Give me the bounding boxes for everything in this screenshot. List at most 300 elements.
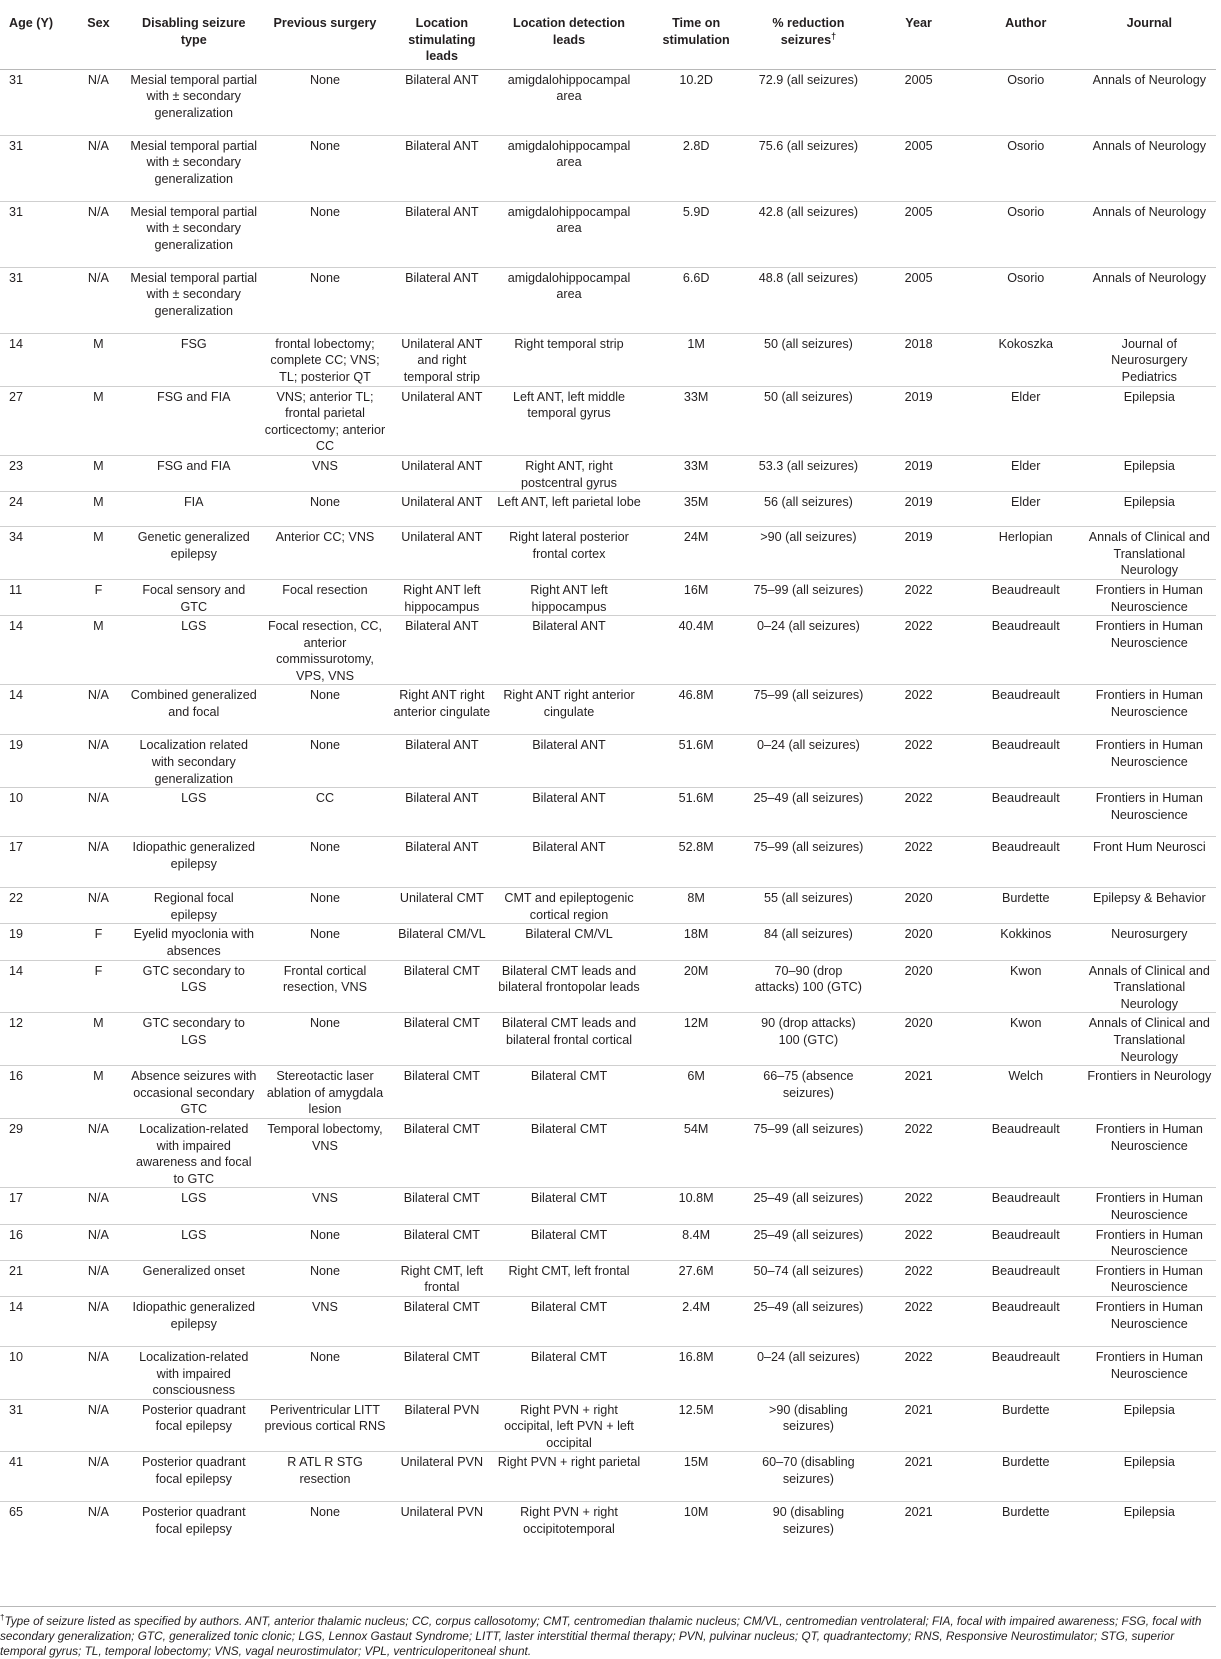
- table-cell: 12.5M: [644, 1399, 749, 1452]
- col-time-on-stimulation-label: Time on stimulation: [662, 16, 730, 47]
- col-age: [0, 9, 70, 69]
- table-cell: Frontiers in Human Neuroscience: [1083, 1296, 1216, 1346]
- table-cell: Beaudreault: [969, 1296, 1083, 1346]
- table-cell: Epilepsy & Behavior: [1083, 888, 1216, 924]
- table-row: [0, 1346, 1216, 1399]
- table-cell: Neurosurgery: [1083, 924, 1216, 960]
- table-cell: 75–99 (all seizures): [748, 837, 868, 888]
- table-cell: Osorio: [969, 267, 1083, 333]
- table-row: [0, 1013, 1216, 1066]
- table-cell: VNS: [260, 1188, 389, 1224]
- table-cell: 2022: [868, 1118, 968, 1187]
- table-cell: Epilepsia: [1083, 1399, 1216, 1452]
- table-cell: N/A: [70, 1452, 127, 1502]
- table-cell: 1M: [644, 333, 749, 386]
- table-cell: Frontiers in Human Neuroscience: [1083, 579, 1216, 615]
- table-cell: 12M: [644, 1013, 749, 1066]
- table-cell: 27: [0, 386, 70, 455]
- table-cell: Generalized onset: [127, 1260, 260, 1296]
- table-cell: Bilateral ANT: [390, 735, 495, 788]
- table-cell: 33M: [644, 455, 749, 491]
- table-cell: Frontiers in Human Neuroscience: [1083, 1118, 1216, 1187]
- table-cell: 10.2D: [679, 72, 713, 87]
- table-cell: 51.6M: [644, 788, 749, 837]
- table-row: [0, 386, 1216, 455]
- table-cell: Annals of Neurology: [1092, 72, 1207, 87]
- table-cell: 6M: [644, 1066, 749, 1119]
- table-cell: Eyelid myoclonia with absences: [127, 924, 260, 960]
- table-cell: 16.8M: [644, 1346, 749, 1399]
- table-cell: 2022: [868, 1346, 968, 1399]
- table-cell: Beaudreault: [969, 616, 1083, 685]
- table-cell: Beaudreault: [969, 837, 1083, 888]
- table-cell: 2018: [868, 333, 968, 386]
- table-cell: >90 (all seizures): [748, 527, 868, 580]
- table-cell: 50–74 (all seizures): [748, 1260, 868, 1296]
- table-cell: Elder: [969, 455, 1083, 491]
- table-cell: Bilateral CMT: [390, 960, 495, 1013]
- table-cell: Right temporal strip: [494, 333, 644, 386]
- table-cell: Periventricular LITT previous cortical RNS: [260, 1399, 389, 1452]
- table-cell: 84 (all seizures): [748, 924, 868, 960]
- table-cell: 33M: [644, 386, 749, 455]
- table-cell: None: [260, 924, 389, 960]
- col-stimulating-leads: [390, 9, 495, 69]
- table-cell: Journal of Neurosurgery Pediatrics: [1083, 333, 1216, 386]
- table-cell: M: [70, 492, 127, 527]
- col-reduction: [748, 9, 868, 69]
- table-cell: 2005: [868, 267, 968, 333]
- table-cell: 21: [0, 1260, 70, 1296]
- table-cell: None: [260, 1224, 389, 1260]
- table-cell: Epilepsia: [1083, 1452, 1216, 1502]
- table-cell: Annals of Clinical and Translational Neurology: [1083, 960, 1216, 1013]
- table-cell: VNS; anterior TL; frontal parietal corticectomy; anterior CC: [260, 386, 389, 455]
- table-row: [0, 1066, 1216, 1119]
- table-row: [0, 960, 1216, 1013]
- table-cell: Left ANT, left middle temporal gyrus: [494, 386, 644, 455]
- table-cell: Bilateral CMT: [390, 1346, 495, 1399]
- table-cell: Kwon: [969, 1013, 1083, 1066]
- table-cell: 2021: [868, 1399, 968, 1452]
- table-cell: Bilateral PVN: [390, 1399, 495, 1452]
- table-cell: 10M: [644, 1502, 749, 1552]
- table-cell: Welch: [969, 1066, 1083, 1119]
- table-cell: Right PVN + right occipitotemporal: [494, 1502, 644, 1552]
- table-cell: LGS: [127, 616, 260, 685]
- table-cell: N/A: [70, 788, 127, 837]
- table-cell: N/A: [87, 72, 109, 87]
- col-sex-label: Sex: [87, 16, 110, 30]
- table-cell: Annals of Neurology: [1083, 135, 1216, 201]
- table-cell: Bilateral CMT: [494, 1188, 644, 1224]
- table-cell: None: [260, 492, 389, 527]
- table-row: [0, 888, 1216, 924]
- table-cell: Localization related with secondary generalization: [127, 735, 260, 788]
- table-cell: Beaudreault: [969, 1260, 1083, 1296]
- table-cell: N/A: [70, 1346, 127, 1399]
- table-cell: Bilateral CMT: [390, 1224, 495, 1260]
- table-row: [0, 1296, 1216, 1346]
- table-cell: N/A: [70, 837, 127, 888]
- table-cell: Bilateral ANT: [390, 837, 495, 888]
- table-cell: Herlopian: [969, 527, 1083, 580]
- table-cell: 72.9 (all seizures): [758, 72, 859, 87]
- table-cell: 15M: [644, 1452, 749, 1502]
- table-cell: Epilepsia: [1083, 455, 1216, 491]
- table-cell: Localization-related with impaired awareness and focal to GTC: [127, 1118, 260, 1187]
- table-cell: 34: [0, 527, 70, 580]
- table-cell: 16: [0, 1224, 70, 1260]
- table-cell: FSG and FIA: [127, 455, 260, 491]
- table-cell: 2019: [868, 527, 968, 580]
- table-cell: 35M: [644, 492, 749, 527]
- table-cell: 60–70 (disabling seizures): [748, 1452, 868, 1502]
- col-detection-leads-label: Location detection leads: [513, 16, 625, 47]
- table-cell: Unilateral ANT: [390, 527, 495, 580]
- table-cell: 2.4M: [644, 1296, 749, 1346]
- table-cell: frontal lobectomy; complete CC; VNS; TL; posterior QT: [260, 333, 389, 386]
- table-row: [0, 579, 1216, 615]
- col-stimulating-leads-label: Location stimulating leads: [408, 16, 476, 64]
- col-journal-label: Journal: [1126, 16, 1173, 30]
- table-cell: Frontiers in Human Neuroscience: [1083, 616, 1216, 685]
- table-cell: Bilateral CMT: [390, 1013, 495, 1066]
- col-detection-leads: [494, 9, 644, 69]
- dagger-mark: †: [831, 30, 837, 41]
- table-cell: 19: [0, 735, 70, 788]
- table-cell: 10.8M: [644, 1188, 749, 1224]
- table-cell: 25–49 (all seizures): [748, 1224, 868, 1260]
- table-cell: LGS: [127, 788, 260, 837]
- table-cell: Front Hum Neurosci: [1083, 837, 1216, 888]
- table-cell: LGS: [127, 1224, 260, 1260]
- table-header: [0, 9, 1216, 69]
- table-row: [0, 1502, 1216, 1552]
- table-cell: N/A: [70, 1118, 127, 1187]
- table-cell: Unilateral ANT: [390, 492, 495, 527]
- table-cell: Bilateral CMT: [494, 1224, 644, 1260]
- table-body: [0, 69, 1216, 1552]
- table-cell: Bilateral CMT: [494, 1296, 644, 1346]
- table-cell: Unilateral ANT: [390, 455, 495, 491]
- table-row: [0, 267, 1216, 333]
- table-cell: Bilateral CMT leads and bilateral frontal cortical: [494, 1013, 644, 1066]
- table-cell: 2019: [868, 492, 968, 527]
- table-cell: 2022: [868, 579, 968, 615]
- table-cell: 2022: [868, 735, 968, 788]
- col-year-label: Year: [905, 16, 932, 30]
- table-cell: FIA: [127, 492, 260, 527]
- table-cell: 8.4M: [644, 1224, 749, 1260]
- table-cell: 55 (all seizures): [748, 888, 868, 924]
- table-cell: M: [70, 1066, 127, 1119]
- col-age-label: Age (Y): [9, 16, 54, 30]
- table-cell: 70–90 (drop attacks) 100 (GTC): [748, 960, 868, 1013]
- table-cell: Osorio: [969, 201, 1083, 267]
- table-cell: 90 (disabling seizures): [748, 1502, 868, 1552]
- table-cell: 14: [0, 960, 70, 1013]
- table-cell: N/A: [70, 1224, 127, 1260]
- table-cell: 23: [0, 455, 70, 491]
- table-cell: Osorio: [969, 135, 1083, 201]
- table-cell: Right ANT right anterior cingulate: [494, 685, 644, 735]
- table-cell: Posterior quadrant focal epilepsy: [127, 1502, 260, 1552]
- table-cell: 14: [0, 333, 70, 386]
- table-cell: Burdette: [969, 1399, 1083, 1452]
- table-cell: Bilateral ANT: [494, 616, 644, 685]
- table-cell: N/A: [70, 1399, 127, 1452]
- table-cell: 42.8 (all seizures): [748, 201, 868, 267]
- table-cell: Right PVN + right occipital, left PVN + left occipital: [494, 1399, 644, 1452]
- table-cell: GTC secondary to LGS: [127, 1013, 260, 1066]
- table-cell: Frontiers in Human Neuroscience: [1083, 685, 1216, 735]
- table-cell: Bilateral CMT leads and bilateral frontopolar leads: [494, 960, 644, 1013]
- table-cell: 0–24 (all seizures): [748, 735, 868, 788]
- table-cell: 24M: [644, 527, 749, 580]
- table-cell: Frontiers in Human Neuroscience: [1083, 1346, 1216, 1399]
- table-cell: 8M: [644, 888, 749, 924]
- table-cell: 25–49 (all seizures): [748, 1188, 868, 1224]
- table-cell: None: [260, 1260, 389, 1296]
- table-row: [0, 685, 1216, 735]
- table-cell: 20M: [644, 960, 749, 1013]
- table-cell: 10: [0, 1346, 70, 1399]
- table-cell: 6.6D: [644, 267, 749, 333]
- table-cell: Right ANT right anterior cingulate: [390, 685, 495, 735]
- table-cell: N/A: [70, 888, 127, 924]
- table-cell: M: [70, 527, 127, 580]
- table-cell: 2022: [868, 1224, 968, 1260]
- table-cell: 2022: [868, 685, 968, 735]
- table-cell: 2020: [868, 924, 968, 960]
- table-cell: 12: [0, 1013, 70, 1066]
- table-cell: 31: [0, 1399, 70, 1452]
- table-cell: Annals of Neurology: [1083, 267, 1216, 333]
- table-cell: Burdette: [969, 1502, 1083, 1552]
- table-cell: 2021: [868, 1066, 968, 1119]
- table-cell: 2005: [868, 201, 968, 267]
- table-cell: Beaudreault: [969, 579, 1083, 615]
- table-cell: Stereotactic laser ablation of amygdala lesion: [260, 1066, 389, 1119]
- table-cell: M: [70, 333, 127, 386]
- table-cell: 14: [0, 685, 70, 735]
- col-previous-surgery-label: Previous surgery: [273, 16, 377, 30]
- table-cell: M: [70, 1013, 127, 1066]
- table-cell: 2.8D: [644, 135, 749, 201]
- table-cell: >90 (disabling seizures): [748, 1399, 868, 1452]
- col-previous-surgery: [260, 9, 389, 69]
- table-cell: Unilateral CMT: [390, 888, 495, 924]
- table-cell: N/A: [70, 267, 127, 333]
- table-cell: 75.6 (all seizures): [748, 135, 868, 201]
- table-cell: None: [309, 72, 341, 87]
- table-cell: 16M: [644, 579, 749, 615]
- table-cell: Bilateral CMT: [494, 1118, 644, 1187]
- table-cell: None: [260, 1346, 389, 1399]
- table-cell: N/A: [70, 201, 127, 267]
- table-cell: Temporal lobectomy, VNS: [260, 1118, 389, 1187]
- table-cell: Bilateral ANT: [405, 72, 479, 87]
- table-cell: 18M: [644, 924, 749, 960]
- table-cell: 16: [0, 1066, 70, 1119]
- table-cell: Regional focal epilepsy: [127, 888, 260, 924]
- table-cell: 2021: [868, 1502, 968, 1552]
- table-cell: 2005: [868, 135, 968, 201]
- table-cell: amigdalohippocampal area: [507, 72, 631, 104]
- table-cell: Idiopathic generalized epilepsy: [127, 837, 260, 888]
- table-cell: Elder: [969, 492, 1083, 527]
- table-cell: Epilepsia: [1083, 386, 1216, 455]
- table-cell: Bilateral CM/VL: [390, 924, 495, 960]
- table-cell: 14: [0, 616, 70, 685]
- table-cell: 0–24 (all seizures): [748, 1346, 868, 1399]
- table-cell: 56 (all seizures): [748, 492, 868, 527]
- table-cell: Bilateral CMT: [390, 1118, 495, 1187]
- table-cell: Burdette: [969, 888, 1083, 924]
- table-cell: Mesial temporal partial with ± secondary generalization: [130, 72, 258, 120]
- table-row: [0, 492, 1216, 527]
- table-cell: 22: [0, 888, 70, 924]
- table-cell: 31: [0, 135, 70, 201]
- table-cell: M: [70, 616, 127, 685]
- table-row: [0, 616, 1216, 685]
- table-cell: M: [70, 455, 127, 491]
- col-seizure-type: [127, 9, 260, 69]
- table-cell: Bilateral ANT: [390, 616, 495, 685]
- header-row: [0, 9, 1216, 69]
- table-cell: Left ANT, left parietal lobe: [494, 492, 644, 527]
- table-cell: LGS: [127, 1188, 260, 1224]
- table-cell: 2022: [868, 1260, 968, 1296]
- table-cell: Focal resection, CC, anterior commissurotomy, VPS, VNS: [260, 616, 389, 685]
- table-cell: 2020: [868, 960, 968, 1013]
- table-cell: 66–75 (absence seizures): [748, 1066, 868, 1119]
- table-cell: 75–99 (all seizures): [748, 579, 868, 615]
- table-cell: Frontal cortical resection, VNS: [260, 960, 389, 1013]
- table-cell: Right ANT, right postcentral gyrus: [494, 455, 644, 491]
- table-cell: 48.8 (all seizures): [748, 267, 868, 333]
- table-footnote: [0, 1606, 1216, 1659]
- table-cell: Right PVN + right parietal: [494, 1452, 644, 1502]
- table-cell: 2022: [868, 837, 968, 888]
- table-cell: Unilateral PVN: [390, 1502, 495, 1552]
- table-cell: 24: [0, 492, 70, 527]
- table-cell: N/A: [70, 1188, 127, 1224]
- table-cell: 2020: [868, 888, 968, 924]
- seizure-stimulation-table: [0, 9, 1216, 1552]
- table-row: [0, 333, 1216, 386]
- table-cell: amigdalohippocampal area: [494, 135, 644, 201]
- table-cell: 51.6M: [644, 735, 749, 788]
- table-cell: 11: [0, 579, 70, 615]
- table-row: [0, 1118, 1216, 1187]
- table-cell: N/A: [70, 1502, 127, 1552]
- table-cell: Frontiers in Human Neuroscience: [1083, 1260, 1216, 1296]
- table-cell: Absence seizures with occasional secondary GTC: [127, 1066, 260, 1119]
- footnote-text: Type of seizure listed as specified by authors. ANT, anterior thalamic nucleus; CC, corpus callosotomy; CMT, centromedian thalamic nucleus; CM/VL, centromedian ventrolateral; FIA, focal with impaired awareness; FSG, focal with secondary generalization; GTC, generalized tonic clonic; LGS, Lennox Gastaut Syndrome; LITT, laster interstitial thermal therapy; PVN, pulvinar nucleus; QT, quadrantectomy; RNS, Responsive Neurostimulator; STG, superior temporal gyrus; TL, temporal lobectomy; VNS, vagal neurostimulator; VPL, ventriculoperitoneal shunt.: [0, 1613, 1202, 1658]
- table-cell: Anterior CC; VNS: [260, 527, 389, 580]
- table-row: [0, 1260, 1216, 1296]
- table-cell: Frontiers in Human Neuroscience: [1083, 788, 1216, 837]
- table-cell: Elder: [969, 386, 1083, 455]
- table-cell: Mesial temporal partial with ± secondary generalization: [127, 135, 260, 201]
- table-row: [0, 1188, 1216, 1224]
- table-cell: GTC secondary to LGS: [127, 960, 260, 1013]
- table-cell: Beaudreault: [969, 735, 1083, 788]
- table-row: [0, 201, 1216, 267]
- table-cell: Mesial temporal partial with ± secondary generalization: [127, 267, 260, 333]
- table-cell: F: [70, 924, 127, 960]
- table-cell: Annals of Clinical and Translational Neurology: [1083, 527, 1216, 580]
- table-cell: 75–99 (all seizures): [748, 685, 868, 735]
- table-cell: Burdette: [969, 1452, 1083, 1502]
- table-cell: 2020: [868, 1013, 968, 1066]
- table-cell: Bilateral ANT: [494, 837, 644, 888]
- table-cell: Annals of Clinical and Translational Neurology: [1083, 1013, 1216, 1066]
- table-cell: None: [260, 685, 389, 735]
- table-cell: N/A: [70, 735, 127, 788]
- table-cell: Right lateral posterior frontal cortex: [494, 527, 644, 580]
- table-cell: Beaudreault: [969, 1188, 1083, 1224]
- table-cell: Unilateral ANT and right temporal strip: [390, 333, 495, 386]
- table-cell: 52.8M: [644, 837, 749, 888]
- table-cell: 46.8M: [644, 685, 749, 735]
- table-cell: 5.9D: [644, 201, 749, 267]
- table-cell: 17: [0, 837, 70, 888]
- table-cell: Bilateral ANT: [494, 788, 644, 837]
- col-seizure-type-label: Disabling seizure type: [141, 16, 246, 47]
- table-cell: Frontiers in Human Neuroscience: [1083, 1188, 1216, 1224]
- table-cell: F: [70, 579, 127, 615]
- table-cell: Mesial temporal partial with ± secondary generalization: [127, 201, 260, 267]
- table-cell: 14: [0, 1296, 70, 1346]
- table-cell: Beaudreault: [969, 1118, 1083, 1187]
- table-cell: amigdalohippocampal area: [494, 201, 644, 267]
- table-cell: Bilateral CMT: [494, 1066, 644, 1119]
- table-cell: 10: [0, 788, 70, 837]
- table-cell: Bilateral ANT: [390, 788, 495, 837]
- table-cell: Bilateral CMT: [390, 1188, 495, 1224]
- table-cell: CC: [260, 788, 389, 837]
- table-cell: 50 (all seizures): [748, 386, 868, 455]
- table-cell: Beaudreault: [969, 685, 1083, 735]
- table-cell: Kwon: [969, 960, 1083, 1013]
- table-cell: None: [260, 135, 389, 201]
- table-cell: None: [260, 888, 389, 924]
- table-row: [0, 1399, 1216, 1452]
- table-cell: Bilateral ANT: [390, 135, 495, 201]
- table-cell: None: [260, 201, 389, 267]
- table-cell: 2022: [868, 788, 968, 837]
- table-row: [0, 924, 1216, 960]
- col-sex: [70, 9, 127, 69]
- table-cell: 29: [0, 1118, 70, 1187]
- table-cell: Bilateral CMT: [494, 1346, 644, 1399]
- table-cell: Beaudreault: [969, 788, 1083, 837]
- table-cell: 54M: [644, 1118, 749, 1187]
- table-cell: Kokkinos: [969, 924, 1083, 960]
- table-cell: Combined generalized and focal: [127, 685, 260, 735]
- table-cell: Posterior quadrant focal epilepsy: [127, 1399, 260, 1452]
- table-row: [0, 135, 1216, 201]
- table-cell: Osorio: [1007, 72, 1045, 87]
- table-cell: None: [260, 267, 389, 333]
- table-cell: Focal resection: [260, 579, 389, 615]
- table-cell: 17: [0, 1188, 70, 1224]
- table-cell: 40.4M: [644, 616, 749, 685]
- table-cell: 50 (all seizures): [748, 333, 868, 386]
